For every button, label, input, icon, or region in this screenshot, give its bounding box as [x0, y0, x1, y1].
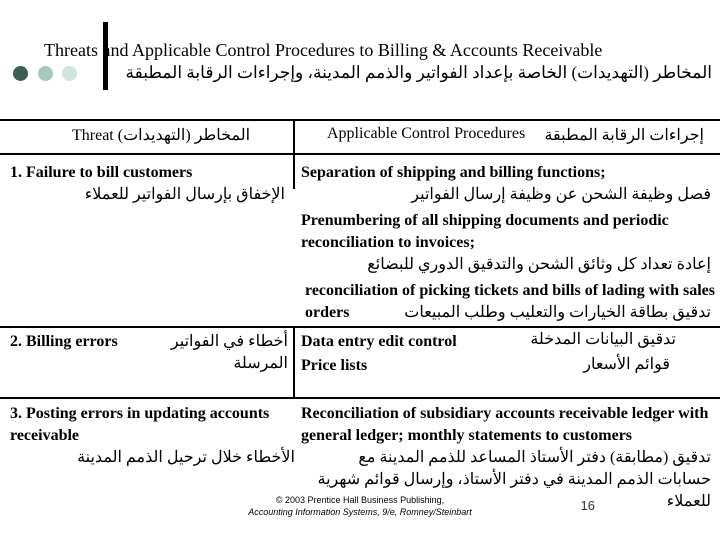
table-column-divider: [293, 119, 295, 155]
row2-control1-ar: تدقيق البيانات المدخلة: [530, 331, 676, 348]
row1-threat-en: 1. Failure to bill customers: [10, 164, 193, 181]
header-threat: [72, 125, 250, 145]
copyright-line-1: © 2003 Prentice Hall Business Publishing,: [275, 495, 445, 505]
header-threat-en: Threat: [72, 127, 114, 144]
row1-threat-ar: الإخفاق بإرسال الفواتير للعملاء: [84, 186, 285, 203]
row1-control2-en: Prenumbering of all shipping documents and periodic reconciliation to invoices;: [301, 212, 669, 251]
row2-threat-en: 2. Billing errors: [10, 333, 118, 350]
row3-control1-en: Reconciliation of subsidiary accounts receivable ledger with general ledger; monthly statements to customers: [301, 405, 709, 444]
row1-control1-en: Separation of shipping and billing functions;: [301, 164, 606, 181]
row3-control1-ar: تدقيق (مطابقة) دفتر الأستاذ المساعد للذمم المدينة مع حسابات الذمم المدينة في دفتر الأستاذ، وإرسال قوائم شهرية للعملاء: [317, 449, 711, 510]
row2-threat-ar: أخطاء في الفواتير المرسلة: [170, 333, 288, 372]
table-column-divider-row2: [293, 326, 295, 398]
header-controls-ar: إجراءات الرقابة المطبقة: [544, 127, 704, 144]
table-top-rule: [0, 119, 720, 121]
row1-control1-ar: فصل وظيفة الشحن عن وظيفة إرسال الفواتير: [411, 186, 711, 203]
table-header-rule: [0, 153, 720, 155]
row2-control2-en: Price lists: [301, 357, 368, 374]
slide-title: Threats and Applicable Control Procedures to Billing & Accounts Receivable: [44, 40, 603, 60]
copyright-line-2: Accounting Information Systems, 9/e, Romney/Steinbart: [248, 507, 472, 517]
row2-control1-en: Data entry edit control: [301, 333, 457, 350]
page-number: 16: [580, 498, 595, 513]
row2-control2-ar: قوائم الأسعار: [583, 356, 670, 373]
bullet-dot-1: [13, 66, 28, 81]
row3-threat-en: 3. Posting errors in updating accounts receivable: [10, 405, 270, 444]
table-row-rule-2: [0, 397, 720, 399]
row1-control2-ar: إعادة تعداد كل وثائق الشحن والتدقيق الدوري للبضائع: [367, 256, 711, 273]
bullet-dot-3: [62, 66, 77, 81]
slide-title-arabic: المخاطر (التهديدات) الخاصة بإعداد الفواتير والذمم المدينة، وإجراءات الرقابة المطبقة: [125, 63, 712, 82]
table-column-divider-row1: [293, 153, 295, 189]
row1-control3-ar: تدقيق بطاقة الخيارات والتعليب وطلب المبيعات: [404, 304, 711, 321]
table-row-rule-1: [0, 326, 720, 328]
header-threat-ar: المخاطر (التهديدات): [117, 127, 251, 144]
header-controls-en: Applicable Control Procedures: [327, 125, 526, 142]
bullet-dot-2: [38, 66, 53, 81]
row3-threat-ar: الأخطاء خلال ترحيل الذمم المدينة: [77, 449, 295, 466]
copyright-footer: [0, 494, 720, 518]
row1-control3-en: reconciliation of picking tickets and bills of lading with sales orders: [305, 282, 715, 321]
